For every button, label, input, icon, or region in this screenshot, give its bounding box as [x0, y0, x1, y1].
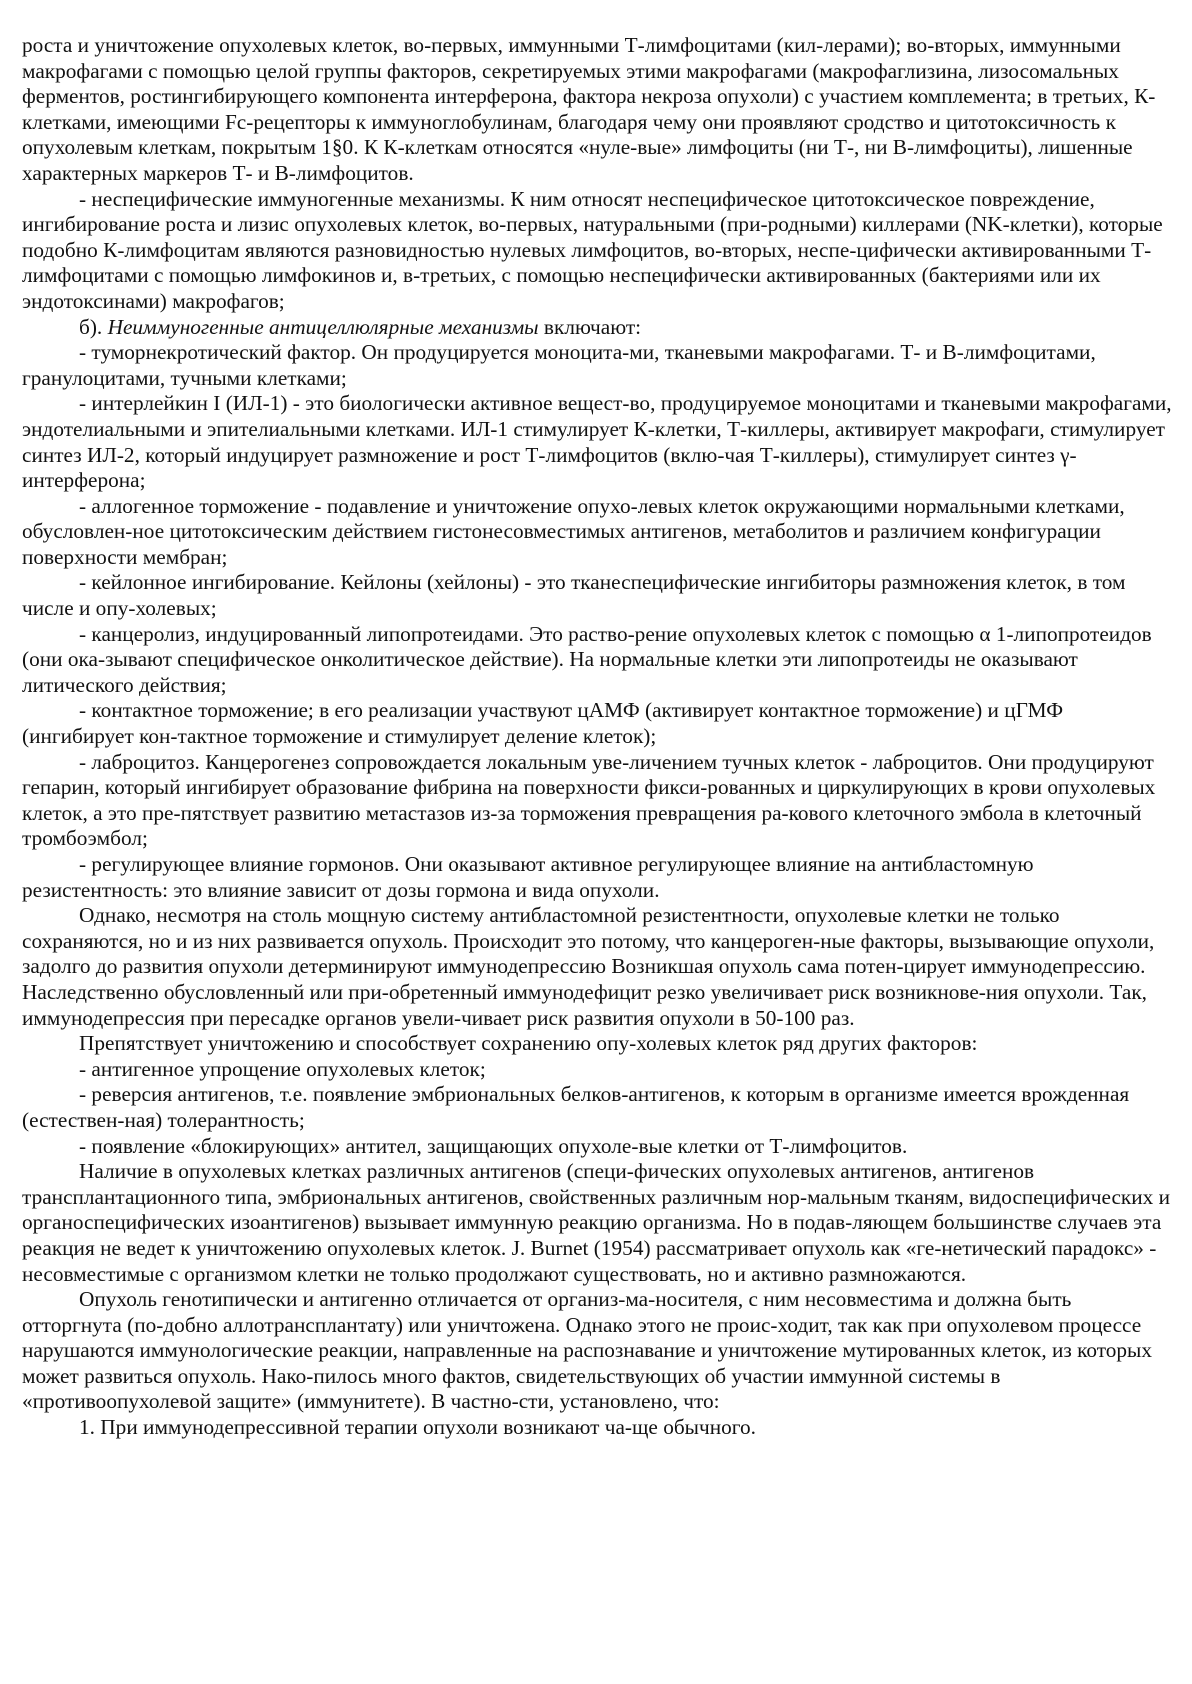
paragraph-1: роста и уничтожение опухолевых клеток, во-первых, иммунными Т-лимфоцитами (кил-лерами); во-вторых, иммунными макрофагами с помощью целой группы факторов, секретируемых этими макрофагами (макрофаглизина, лизосомальных ферментов, ростингибирующего компонента интерферона, фактора некроза опухоли) с участием комплемента; в третьих, К-клетками, имеющими Fc-рецепторы к иммуноглобулинам, благодаря чему они проявляют сродство и цитотоксичность к опухолевым клеткам, покрытым 1§0. К К-клеткам относятся «нуле-вые» лимфоциты (ни Т-, ни В-лимфоциты), лишенные характерных маркеров Т- и В-лимфоцитов. [22, 33, 1156, 185]
paragraph-4: - туморнекротический фактор. Он продуцируется моноцита-ми, тканевыми макрофагами. Т- и В-лимфоцитами, гранулоцитами, тучными клетками; [22, 340, 1096, 390]
paragraph-11: - регулирующее влияние гормонов. Они оказывают активное регулирующее влияние на антибластомную резистентность: это влияние зависит от дозы гормона и вида опухоли. [22, 852, 1034, 902]
italic-heading: Неиммуногенные антицеллюлярные механизмы [107, 314, 539, 339]
paragraph-8: - канцеролиз, индуцированный липопротеидами. Это раство-рение опухолевых клеток с помощью α 1-липопротеидов (они ока-зывают специфическое онколитическое действие). На нормальные клетки эти липопротеиды не оказывают литического действия; [22, 621, 1152, 697]
paragraph-18: Опухоль генотипически и антигенно отличается от организ-ма-носителя, с ним несовместима и должна быть отторгнута (по-добно аллотрансплантату) или уничтожена. Однако этого не проис-ходит, так как при опухолевом процессе нарушаются иммунологические реакции, направленные на распознавание и уничтожение мутированных клеток, из которых может развиться опухоль. Нако-пилось много фактов, свидетельствующих об участии иммунной системы в «противоопухолевой защите» (иммунитете). В частно-сти, установлено, что: [22, 1287, 1153, 1414]
paragraph-5: - интерлейкин I (ИЛ-1) - это биологически активное вещест-во, продуцируемое моноцитами и тканевыми макрофагами, эндотелиальными и эпителиальными клетками. ИЛ-1 стимулирует К-клетки, Т-киллеры, активирует макрофаги, стимулирует синтез ИЛ-2, который индуцирует размножение и рост Т-лимфоцитов (вклю-чая Т-киллеры), стимулирует синтез γ-интерферона; [22, 391, 1172, 493]
paragraph-19: 1. При иммунодепрессивной терапии опухоли возникают ча-ще обычного. [79, 1415, 756, 1440]
paragraph-13: Препятствует уничтожению и способствует сохранению опу-холевых клеток ряд других факторов: [79, 1031, 978, 1056]
document-page [22, 33, 1174, 1441]
paragraph-17: Наличие в опухолевых клетках различных антигенов (специ-фических опухолевых антигенов, антигенов трансплантационного типа, эмбриональных антигенов, свойственных различным нор-мальным тканям, видоспецифических и органоспецифических изоантигенов) вызывает иммунную реакцию организма. Но в подав-ляющем большинстве случаев эта реакция не ведет к уничтожению опухолевых клеток. J. Burnet (1954) рассматривает опухоль как «ге-нетический парадокс» - несовместимые с организмом клетки не только продолжают существовать, но и активно размножаются. [22, 1159, 1171, 1286]
paragraph-9: - контактное торможение; в его реализации участвуют цАМФ (активирует контактное торможение) и цГМФ (ингибирует кон-тактное торможение и стимулирует деление клеток); [22, 698, 1064, 749]
paragraph-3 [22, 315, 1174, 341]
paragraph-7: - кейлонное ингибирование. Кейлоны (хейлоны) - это тканеспецифические ингибиторы размножения клеток, в том числе и опу-холевых; [22, 570, 1126, 621]
paragraph-16: - появление «блокирующих» антител, защищающих опухоле-вые клетки от Т-лимфоцитов. [79, 1133, 908, 1158]
paragraph-15: - реверсия антигенов, т.е. появление эмбриональных белков-антигенов, к которым в организме имеется врожденная (естествен-ная) толерантность; [22, 1082, 1130, 1132]
paragraph-14: - антигенное упрощение опухолевых клеток; [79, 1056, 486, 1081]
paragraph-6: - аллогенное торможение - подавление и уничтожение опухо-левых клеток окружающими нормальными клетками, обусловлен-ное цитотоксическим действием гистонесовместимых антигенов, метаболитов и различием конфигурации поверхности мембран; [22, 493, 1125, 569]
paragraph-12: Однако, несмотря на столь мощную систему антибластомной резистентности, опухолевые клетки не только сохраняются, но и из них развивается опухоль. Происходит это потому, что канцероген-ные факторы, вызывающие опухоли, задолго до развития опухоли детерминируют иммунодепрессию Возникшая опухоль сама потен-цирует иммунодепрессию. Наследственно обусловленный или при-обретенный иммунодефицит резко увеличивает риск возникнове-ния опухоли. Так, иммунодепрессия при пересадке органов увели-чивает риск развития опухоли в 50-100 раз. [22, 903, 1155, 1030]
list-marker: б). [79, 314, 108, 339]
paragraph-2: - неспецифические иммуногенные механизмы. К ним относят неспецифическое цитотоксическое повреждение, ингибирование роста и лизис опухолевых клеток, во-первых, натуральными (при-родными) киллерами (NK-клетки), которые подобно К-лимфоцитам являются разновидностью нулевых лимфоцитов, во-вторых, неспе-цифически активированными Т-лимфоцитами с помощью лимфокинов и, в-третьих, с помощью неспецифически активированных (бактериями или их эндотоксинами) макрофагов; [22, 186, 1163, 313]
paragraph-10: - лаброцитоз. Канцерогенез сопровождается локальным уве-личением тучных клеток - лаброцитов. Они продуцируют гепарин, который ингибирует образование фибрина на поверхности фикси-рованных и циркулирующих в крови опухолевых клеток, а это пре-пятствует развитию метастазов из-за торможения превращения ра-кового клеточного эмбола в клеточный тромбоэмбол; [22, 749, 1156, 851]
paragraph-tail: включают: [538, 314, 642, 339]
